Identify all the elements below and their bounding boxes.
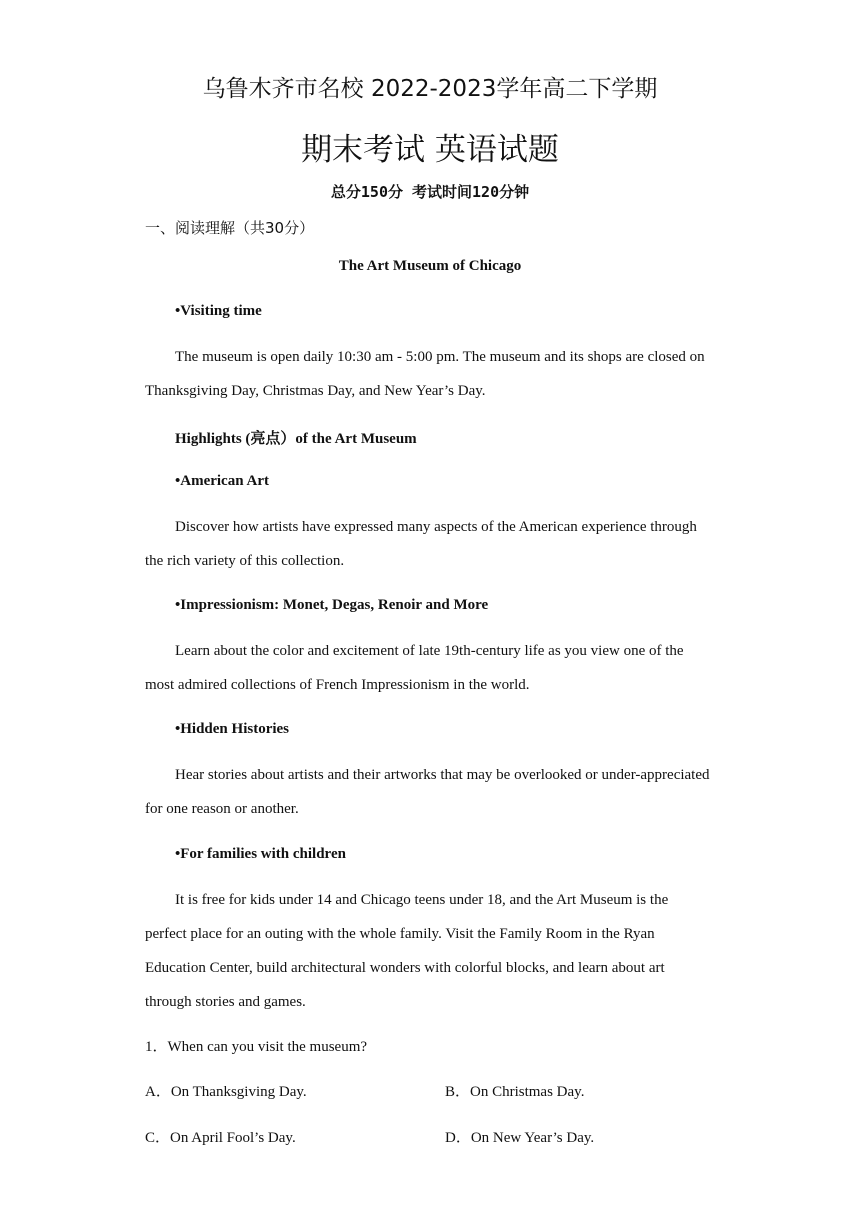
impressionism-line1: Learn about the color and excitement of late 19th-century life as you view one of the [175,643,684,659]
families-line2: perfect place for an outing with the whole family. Visit the Family Room in the Ryan [145,926,655,942]
families-heading: •For families with children [175,846,346,862]
hidden-histories-line1: Hear stories about artists and their artworks that may be overlooked or under-appreciated [175,767,710,783]
american-art-heading: •American Art [175,473,269,489]
families-line1: It is free for kids under 14 and Chicago teens under 18, and the Art Museum is the [175,892,669,908]
visiting-text-line2: Thanksgiving Day, Christmas Day, and New Year’s Day. [145,383,486,399]
exam-score-time: 总分150分 考试时间120分钟 [330,183,530,201]
impressionism-line2: most admired collections of French Impressionism in the world. [145,677,530,693]
hidden-histories-heading: •Hidden Histories [175,721,290,737]
exam-school-title: 乌鲁木齐市名校 2022-2023学年高二下学期 [202,76,658,102]
families-line3: Education Center, build architectural wonders with colorful blocks, and learn about art [145,960,665,976]
american-art-line1: Discover how artists have expressed many aspects of the American experience through [175,519,697,535]
question-1-stem: 1．When can you visit the museum? [145,1039,368,1055]
passage-title: The Art Museum of Chicago [338,258,522,274]
section-heading: 一、阅读理解（共30分） [145,219,315,237]
question-1-option-a: A．On Thanksgiving Day. [145,1084,307,1100]
exam-title: 期末考试 英语试题 [301,132,559,168]
visiting-heading: •Visiting time [175,303,262,319]
question-1-option-d: D．On New Year’s Day. [445,1130,595,1146]
highlights-heading: Highlights (亮点）of the Art Museum [175,431,417,447]
question-1-option-c: C．On April Fool’s Day. [145,1130,296,1146]
visiting-text-line1: The museum is open daily 10:30 am - 5:00 pm. The museum and its shops are closed on [175,349,705,365]
impressionism-heading: •Impressionism: Monet, Degas, Renoir and More [175,597,489,613]
question-1-option-b: B．On Christmas Day. [445,1084,585,1100]
families-line4: through stories and games. [145,994,306,1010]
hidden-histories-line2: for one reason or another. [145,801,299,817]
american-art-line2: the rich variety of this collection. [145,553,345,569]
